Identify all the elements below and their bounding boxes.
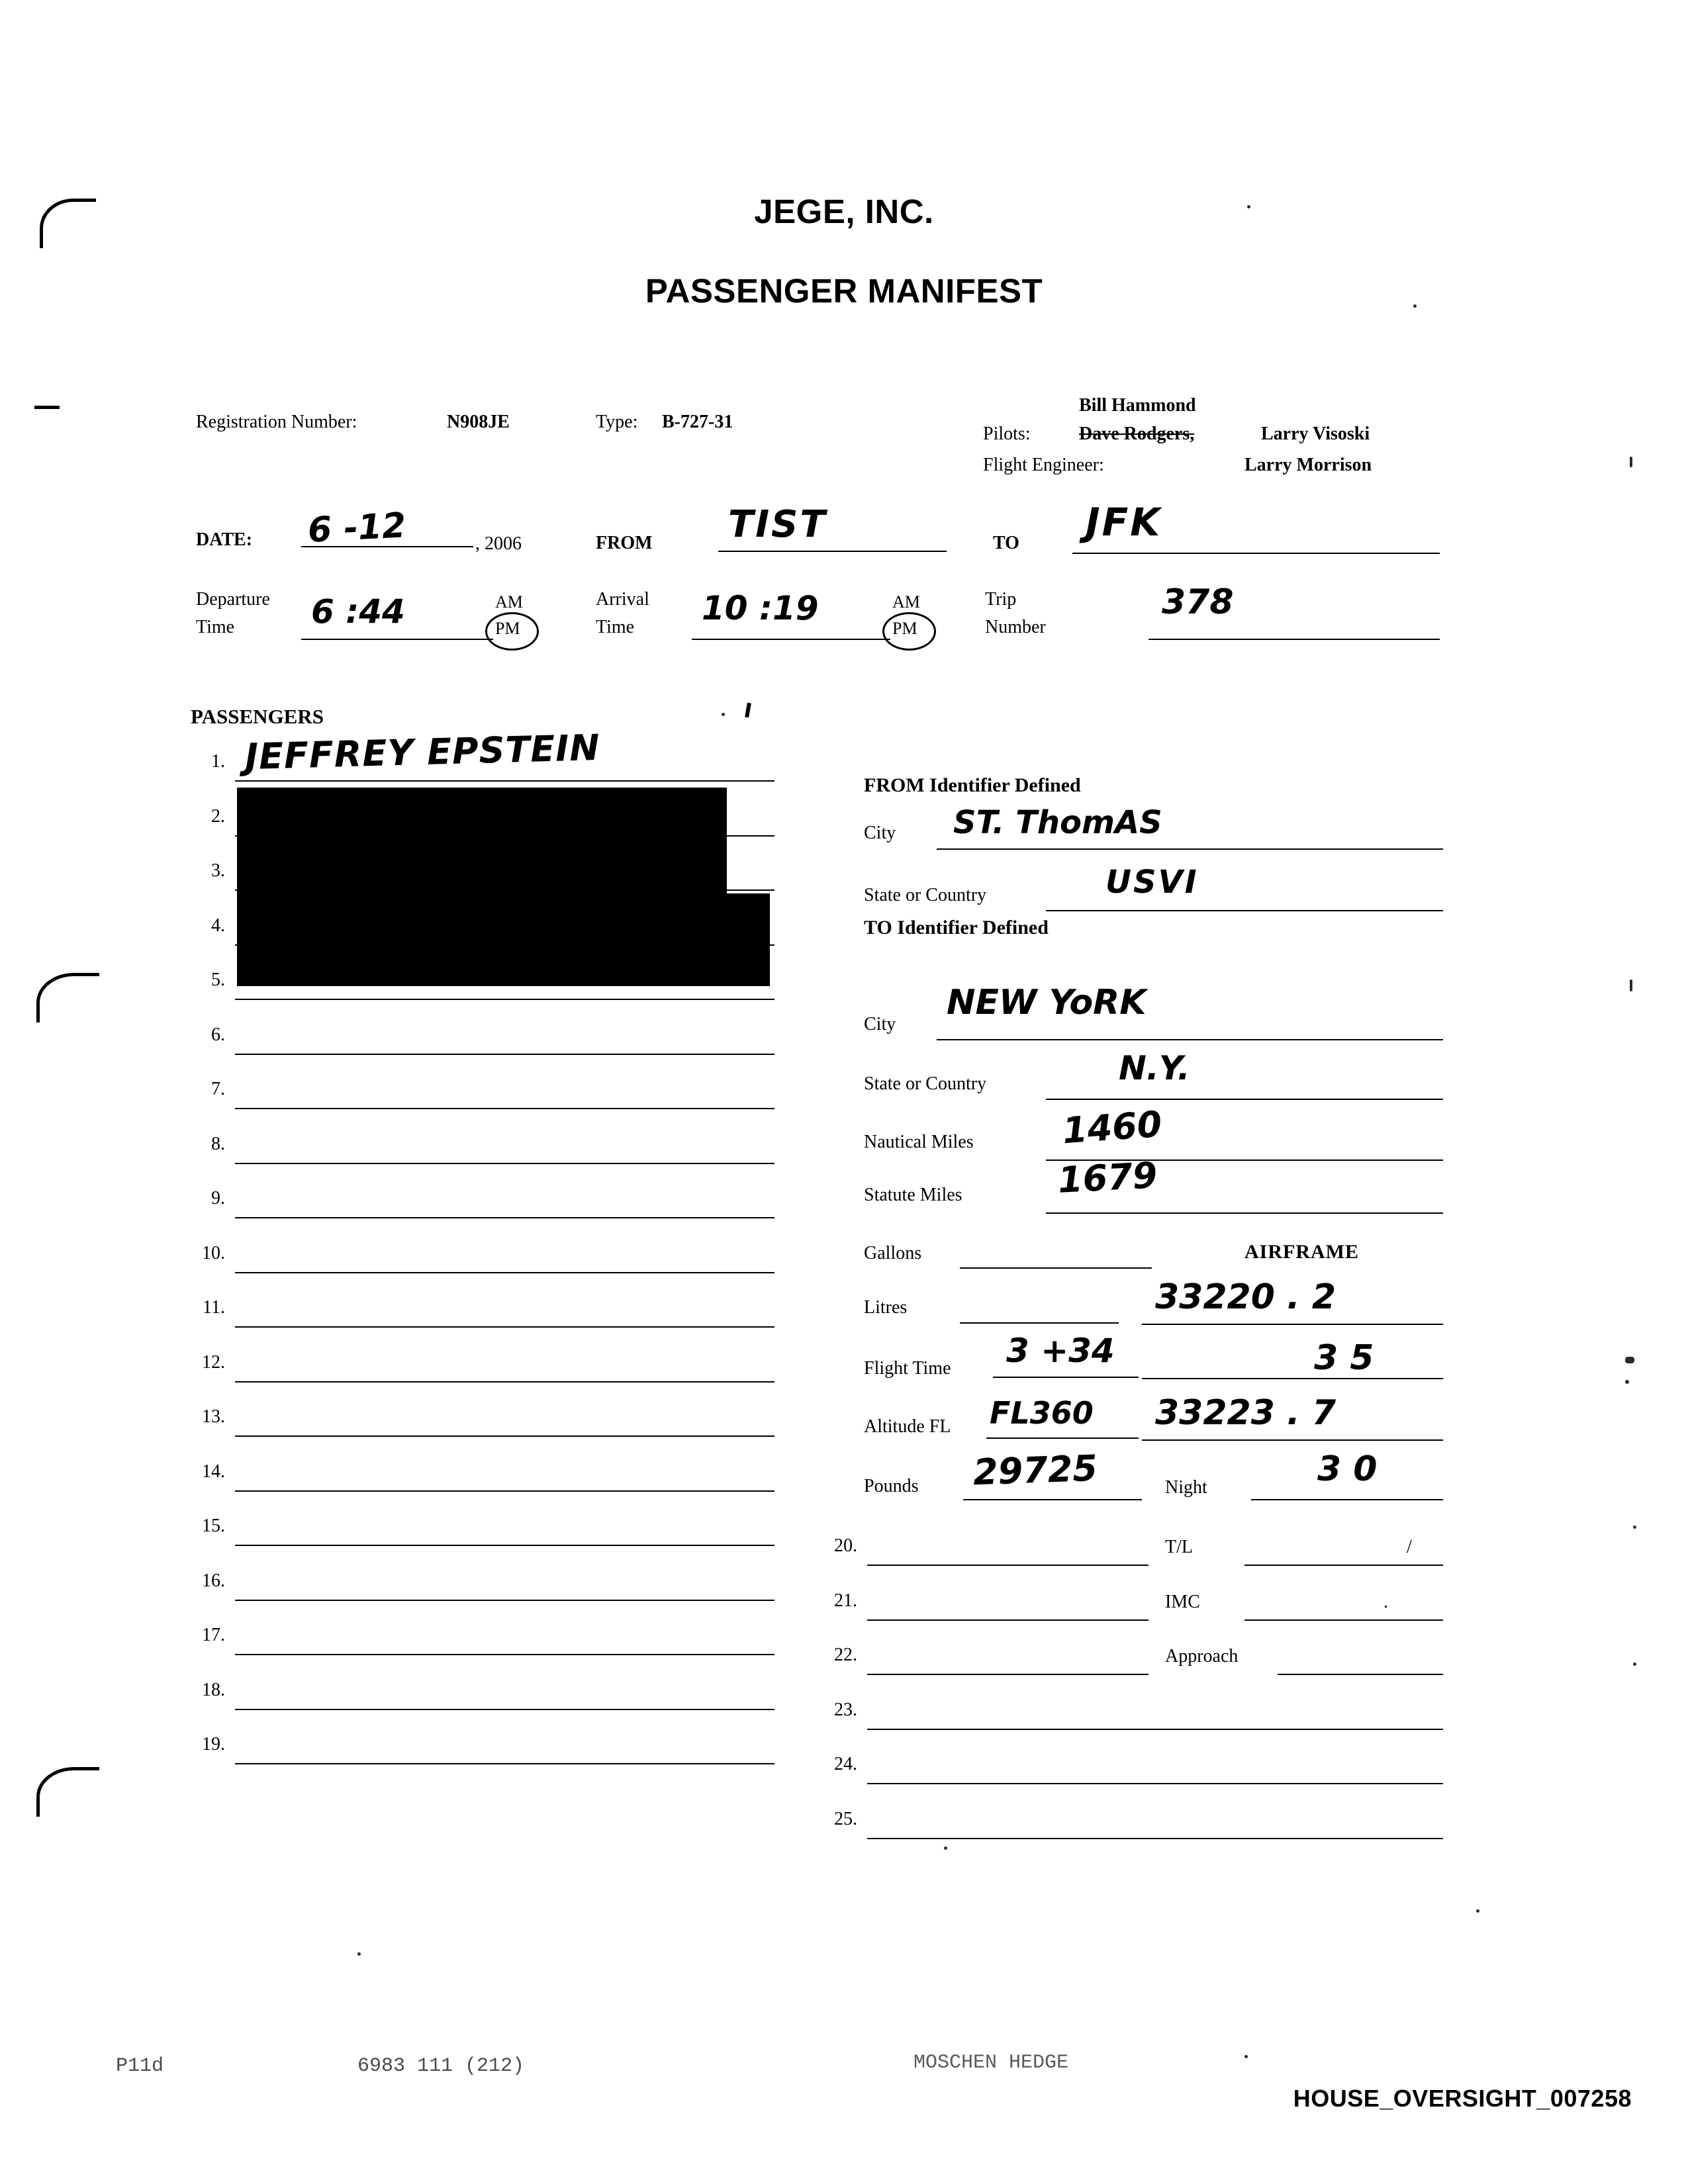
from-state-rule <box>1046 910 1443 911</box>
right-row-number: 24. <box>834 1754 857 1774</box>
passenger-row-number: 10. <box>202 1242 225 1263</box>
from-identifier-heading: FROM Identifier Defined <box>864 774 1081 796</box>
trip-label-line1: Trip <box>985 589 1017 610</box>
arrival-time-rule <box>692 639 890 640</box>
passenger-row-line[interactable] <box>235 1108 774 1109</box>
pilot-struck-name: Dave Rodgers, <box>1079 424 1195 444</box>
litres-label: Litres <box>864 1297 908 1318</box>
right-row-label: Approach <box>1165 1646 1239 1666</box>
scan-speck-9 <box>357 1952 361 1956</box>
right-row-number: 20. <box>834 1535 857 1556</box>
airframe-label: AIRFRAME <box>1244 1241 1359 1263</box>
passenger-row-line[interactable] <box>235 1326 774 1328</box>
right-row-value-line[interactable] <box>1244 1619 1443 1621</box>
right-row-value-line[interactable] <box>1244 1565 1443 1566</box>
company-name: JEGE, INC. <box>754 193 934 230</box>
passenger-row-number: 4. <box>211 915 225 936</box>
statute-miles-value: 1679 <box>1056 1154 1158 1201</box>
passenger-row-number: 17. <box>202 1625 225 1645</box>
to-state-label: State or Country <box>864 1073 987 1094</box>
pounds-label: Pounds <box>864 1476 919 1496</box>
passenger-row-number: 18. <box>202 1679 225 1700</box>
passenger-row-number: 2. <box>211 805 225 827</box>
right-row-number: 23. <box>834 1699 857 1720</box>
departure-label-line1: Departure <box>196 589 270 610</box>
from-city-value: ST. ThomAS <box>953 804 1162 841</box>
right-row-number: 25. <box>834 1808 857 1829</box>
from-city-label: City <box>864 823 896 843</box>
right-row-tail: . <box>1383 1591 1388 1612</box>
right-row-line[interactable] <box>867 1838 1443 1839</box>
date-rule <box>301 546 473 547</box>
to-state-value: N.Y. <box>1119 1049 1190 1087</box>
right-row-number: 22. <box>834 1645 857 1665</box>
statute-miles-rule <box>1046 1212 1443 1214</box>
scan-speck-4 <box>1630 979 1632 991</box>
night-value: 3 0 <box>1317 1449 1378 1489</box>
passenger-row-number: 3. <box>211 860 225 881</box>
to-rule <box>1072 553 1440 554</box>
scan-speck-11 <box>722 713 725 716</box>
litres-rule <box>960 1322 1119 1324</box>
registration-value: N908JE <box>447 412 510 432</box>
right-row-line[interactable] <box>867 1729 1443 1730</box>
departure-pm-label: PM <box>495 619 520 638</box>
altitude-rule <box>986 1437 1139 1439</box>
passenger-row-line[interactable] <box>235 1381 774 1383</box>
footer-speck <box>1244 2055 1248 2058</box>
scan-speck-10 <box>1476 1909 1479 1913</box>
passenger-row-number: 15. <box>202 1516 225 1536</box>
ink-mark-passengers <box>745 703 751 718</box>
to-value: JFK <box>1086 500 1162 545</box>
arrival-time-value: 10 :19 <box>702 589 819 627</box>
trip-number-value: 378 <box>1162 582 1234 622</box>
flight-time-value: 3 +34 <box>1006 1332 1115 1370</box>
date-value: 6 -12 <box>306 506 407 551</box>
pilot-second-name: Larry Visoski <box>1261 424 1370 444</box>
passenger-row-line[interactable] <box>235 1763 774 1764</box>
footer-faint-right: MOSCHEN HEDGE <box>914 2052 1069 2074</box>
redaction-bar-1 <box>237 788 727 893</box>
passenger-row-line[interactable] <box>235 1600 774 1601</box>
passenger-row-line[interactable] <box>235 1709 774 1710</box>
from-value: TIST <box>728 503 827 546</box>
arrival-am-label: AM <box>892 592 920 612</box>
passenger-row-number: 7. <box>211 1079 225 1099</box>
pounds-value: 29725 <box>972 1447 1098 1494</box>
passenger-row-line[interactable] <box>235 1654 774 1655</box>
passenger-row-number: 19. <box>202 1734 225 1754</box>
to-city-label: City <box>864 1014 896 1034</box>
right-row-line[interactable] <box>867 1565 1149 1566</box>
bates-number: HOUSE_OVERSIGHT_007258 <box>1293 2085 1632 2112</box>
departure-time-rule <box>301 639 493 640</box>
altitude-label: Altitude FL <box>864 1416 951 1437</box>
passenger-row-line[interactable] <box>235 1272 774 1273</box>
passenger-row-line[interactable] <box>235 780 774 782</box>
redaction-bar-2 <box>237 893 770 986</box>
passenger-row-number: 16. <box>202 1570 225 1591</box>
passenger-row-line[interactable] <box>235 1163 774 1164</box>
to-label: TO <box>993 533 1019 553</box>
pounds-rule <box>963 1499 1142 1500</box>
flight-engineer-value: Larry Morrison <box>1244 455 1372 475</box>
scan-artifact-arc-2 <box>36 973 99 1023</box>
scan-speck-12 <box>944 1846 947 1850</box>
to-state-rule <box>1046 1099 1443 1100</box>
to-identifier-heading: TO Identifier Defined <box>864 917 1049 938</box>
passenger-row-line[interactable] <box>235 1217 774 1218</box>
altitude-value: FL360 <box>990 1395 1094 1431</box>
from-rule <box>718 551 947 552</box>
passenger-row-number: 5. <box>211 970 225 990</box>
scan-artifact-arc-3 <box>36 1767 99 1817</box>
passenger-row-number: 11. <box>203 1297 225 1318</box>
airframe-value-1: 33220 . 2 <box>1155 1277 1336 1317</box>
from-state-value: USVI <box>1105 864 1199 901</box>
airframe-value-3: 33223 . 7 <box>1155 1393 1336 1433</box>
nautical-miles-label: Nautical Miles <box>864 1132 974 1152</box>
passengers-heading: PASSENGERS <box>191 705 324 728</box>
departure-pm-circle <box>485 612 539 651</box>
right-row-label: IMC <box>1165 1591 1200 1612</box>
scan-speck-6 <box>1625 1380 1629 1384</box>
from-city-rule <box>937 848 1443 850</box>
from-label: FROM <box>596 533 653 553</box>
right-row-line[interactable] <box>867 1674 1149 1675</box>
footer-faint-mid: 6983 111 (212) <box>357 2055 525 2077</box>
right-row-line[interactable] <box>867 1619 1149 1621</box>
passenger-row-line[interactable] <box>235 999 774 1000</box>
scan-speck-8 <box>1633 1662 1636 1666</box>
pilot-top-name: Bill Hammond <box>1079 395 1196 416</box>
date-year: , 2006 <box>475 533 522 554</box>
gallons-label: Gallons <box>864 1243 922 1263</box>
night-label: Night <box>1165 1477 1207 1498</box>
passenger-row-line[interactable] <box>235 1545 774 1546</box>
footer-faint-left: P11d <box>116 2055 164 2077</box>
passenger-row-line[interactable] <box>235 1435 774 1437</box>
passenger-row-number: 6. <box>211 1024 225 1045</box>
arrival-label-line1: Arrival <box>596 589 649 610</box>
right-row-line[interactable] <box>867 1783 1443 1784</box>
gallons-rule <box>960 1267 1152 1269</box>
airframe-rule-1 <box>1142 1324 1443 1325</box>
night-rule <box>1251 1499 1443 1500</box>
flight-engineer-label: Flight Engineer: <box>983 455 1104 475</box>
passenger-row-number: 1. <box>211 751 225 772</box>
passenger-row-number: 14. <box>202 1461 225 1482</box>
arrival-label-line2: Time <box>596 617 635 637</box>
trip-label-line2: Number <box>985 617 1046 637</box>
flight-time-rule <box>993 1377 1139 1378</box>
arrival-pm-label: PM <box>892 619 917 638</box>
to-city-rule <box>937 1039 1443 1040</box>
nautical-miles-value: 1460 <box>1060 1103 1164 1152</box>
airframe-value-2: 3 5 <box>1314 1338 1374 1378</box>
scan-speck-7 <box>1633 1525 1636 1529</box>
scan-speck-3 <box>1630 457 1632 467</box>
right-row-value-line[interactable] <box>1278 1674 1443 1675</box>
scan-artifact-dash <box>34 406 60 409</box>
right-row-label: T/L <box>1165 1537 1193 1557</box>
departure-time-value: 6 :44 <box>311 592 405 631</box>
from-state-label: State or Country <box>864 885 987 905</box>
registration-label: Registration Number: <box>196 412 357 432</box>
airframe-rule-3 <box>1142 1439 1443 1441</box>
passenger-row-number: 13. <box>202 1406 225 1427</box>
departure-label-line2: Time <box>196 617 235 637</box>
passenger-row-number: 12. <box>202 1351 225 1373</box>
passenger-row-line[interactable] <box>235 1490 774 1492</box>
right-row-number: 21. <box>834 1590 857 1611</box>
scan-speck-5 <box>1625 1357 1634 1363</box>
passenger-row-number: 8. <box>211 1133 225 1154</box>
trip-number-rule <box>1149 639 1440 640</box>
page-title: PASSENGER MANIFEST <box>645 272 1043 310</box>
airframe-rule-2 <box>1142 1378 1443 1379</box>
right-row-tail: / <box>1407 1537 1412 1557</box>
passenger-row-number: 9. <box>211 1188 225 1208</box>
arrival-pm-circle <box>882 612 936 651</box>
type-label: Type: <box>596 412 638 432</box>
passenger-1-name: JEFFREY EPSTEIN <box>244 726 601 778</box>
passenger-row-line[interactable] <box>235 1054 774 1055</box>
statute-miles-label: Statute Miles <box>864 1185 962 1205</box>
flight-time-label: Flight Time <box>864 1358 951 1379</box>
departure-am-label: AM <box>495 592 523 612</box>
pilots-label: Pilots: <box>983 424 1031 444</box>
date-label: DATE: <box>196 529 253 550</box>
to-city-value: NEW YoRK <box>947 983 1147 1023</box>
type-value: B-727-31 <box>662 412 733 432</box>
